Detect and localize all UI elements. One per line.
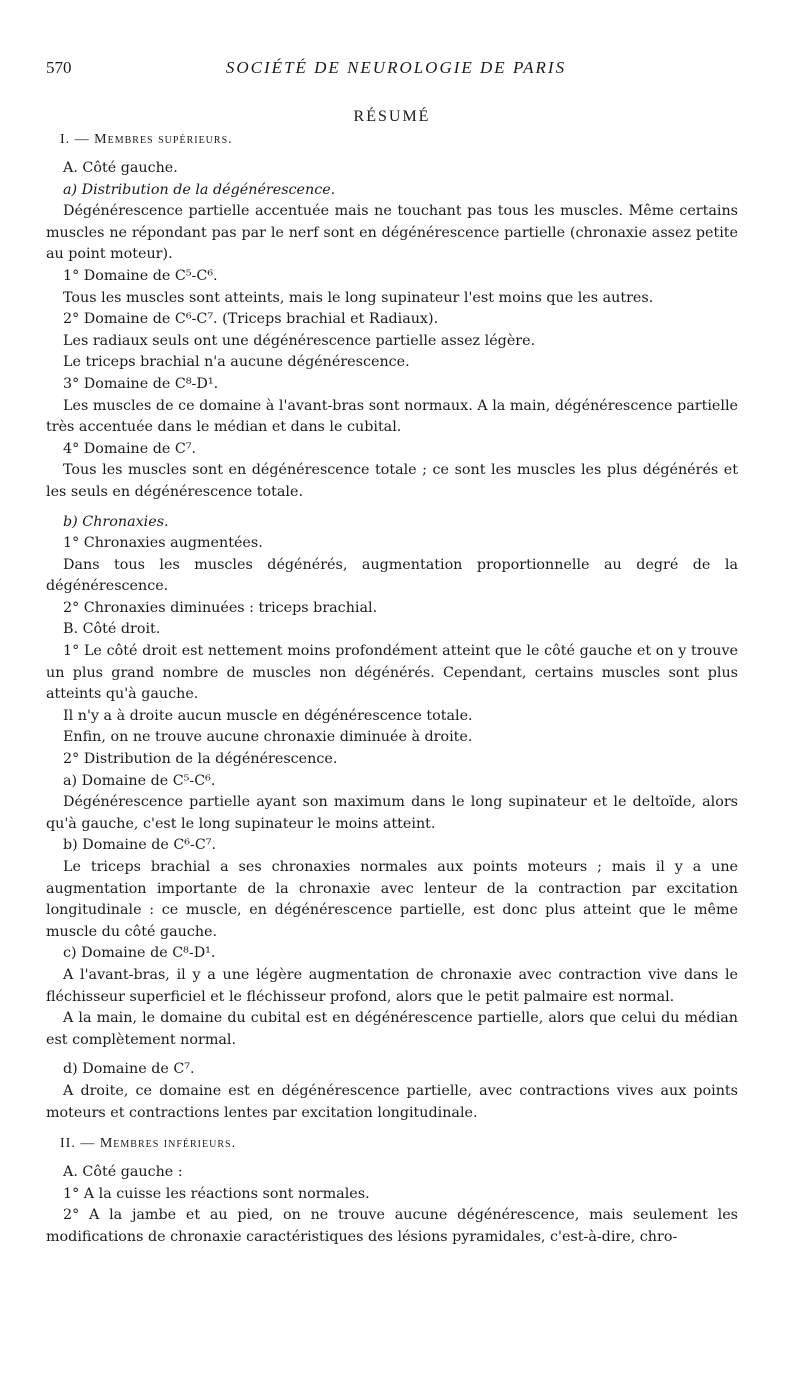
paragraph: 2° A la jambe et au pied, on ne trouve aucune dégénérescence, mais seulement les modifications de chronaxie caractéristiques des lésions pyramidales, c'est-à-dire, chro-: [46, 1207, 738, 1245]
paragraph: 1° Domaine de C⁵-C⁶.: [63, 267, 218, 284]
paragraph: Enfin, on ne trouve aucune chronaxie diminuée à droite.: [63, 729, 473, 746]
paragraph: A droite, ce domaine est en dégénérescence partielle, avec contractions vives aux points moteurs et contractions lentes par excitation longitudinale.: [46, 1082, 738, 1121]
paragraph: Il n'y a à droite aucun muscle en dégénérescence totale.: [63, 707, 473, 724]
paragraph: Les radiaux seuls ont une dégénérescence partielle assez légère.: [63, 332, 536, 349]
section-title: RÉSUMÉ: [353, 108, 431, 125]
paragraph: Dégénérescence partielle accentuée mais ne touchant pas tous les muscles. Même certains muscles ne répondant pas par le nerf sont en dégénérescence partielle (chronaxie assez petite au point moteur).: [46, 203, 738, 263]
page-body: [46, 108, 738, 1249]
paragraph: 3° Domaine de C⁸-D¹.: [63, 375, 219, 392]
paragraph: 1° A la cuisse les réactions sont normales.: [63, 1185, 370, 1202]
page-number: 570: [46, 58, 72, 77]
paragraph: Tous les muscles sont atteints, mais le long supinateur l'est moins que les autres.: [63, 289, 654, 306]
paragraph: 2° Domaine de C⁶-C⁷. (Triceps brachial et Radiaux).: [63, 311, 439, 328]
paragraph: 2° Distribution de la dégénérescence.: [63, 751, 338, 768]
paragraph: B. Côté droit.: [63, 621, 161, 638]
paragraph: Les muscles de ce domaine à l'avant-bras sont normaux. A la main, dégénérescence partielle très accentuée dans le médian et dans le cubital.: [46, 397, 738, 436]
paragraph: Tous les muscles sont en dégénérescence totale ; ce sont les muscles les plus dégénérés et les seuls en dégénérescence totale.: [46, 462, 738, 500]
paragraph: A l'avant-bras, il y a une légère augmentation de chronaxie avec contraction vive dans le fléchisseur superficiel et le fléchisseur profond, alors que le petit palmaire est normal.: [46, 966, 738, 1005]
paragraph: 2° Chronaxies diminuées : triceps brachial.: [63, 599, 378, 616]
paragraph: 4° Domaine de C⁷.: [63, 440, 197, 457]
paragraph: A la main, le domaine du cubital est en dégénérescence partielle, alors que celui du médian est complètement normal.: [46, 1010, 738, 1048]
heading-membres-inferieurs: II. — Membres inférieurs.: [60, 1136, 237, 1152]
running-title: SOCIÉTÉ DE NEUROLOGIE DE PARIS: [225, 58, 567, 77]
paragraph: Dans tous les muscles dégénérés, augmentation proportionnelle au degré de la dégénérescence.: [46, 556, 738, 595]
paragraph: d) Domaine de C⁷.: [63, 1061, 195, 1078]
paragraph: b) Domaine de C⁶-C⁷.: [63, 837, 217, 854]
page-header: [46, 58, 746, 82]
paragraph: c) Domaine de C⁸-D¹.: [63, 945, 216, 962]
paragraph: A. Côté gauche.: [63, 160, 178, 176]
paragraph: a) Distribution de la dégénérescence.: [63, 181, 336, 198]
paragraph: a) Domaine de C⁵-C⁶.: [63, 772, 216, 789]
paragraph: 1° Le côté droit est nettement moins profondément atteint que le côté gauche et on y trouve un plus grand nombre de muscles non dégénérés. Cependant, certains muscles sont plus atteints qu'à gauche.: [46, 643, 738, 703]
paragraph: b) Chronaxies.: [63, 513, 169, 530]
paragraph: A. Côté gauche :: [63, 1164, 183, 1181]
paragraph: Le triceps brachial a ses chronaxies normales aux points moteurs ; mais il y a une augmentation importante de la chronaxie avec lenteur de la contraction par excitation longitudinale : ce muscle, en dégénérescence partielle, est donc plus atteint que le même muscle du côté gauche.: [46, 859, 738, 940]
paragraph: Le triceps brachial n'a aucune dégénérescence.: [63, 354, 410, 371]
paragraph: 1° Chronaxies augmentées.: [63, 535, 263, 552]
heading-membres-superieurs: I. — Membres supérieurs.: [60, 132, 233, 147]
paragraph: Dégénérescence partielle ayant son maximum dans le long supinateur et le deltoïde, alors qu'à gauche, c'est le long supinateur le moins atteint.: [46, 794, 738, 832]
